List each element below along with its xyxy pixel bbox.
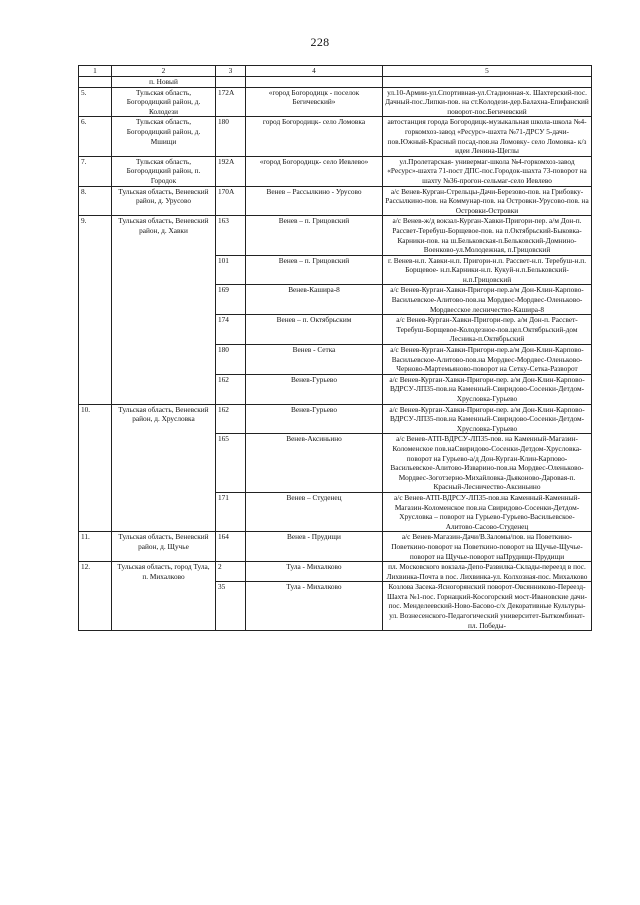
route-name-cell: Венев – Студенец bbox=[246, 492, 383, 531]
route-name-cell: Венев - Прудищи bbox=[246, 532, 383, 562]
route-name-cell: город Богородицк- село Ломовка bbox=[246, 117, 383, 156]
header-cell: 3 bbox=[216, 66, 246, 77]
route-path-cell: а/с Венев-Магазин-Дачи/В.Заломы/пов. на Поветкино-Поветкино-поворот на Поветкино-поворот на Щучье-Щучье-поворот на Щучье-поворот наПрудищи-Прудищи bbox=[383, 532, 592, 562]
route-code-cell: 164 bbox=[216, 532, 246, 562]
group-number-cell: 7. bbox=[79, 156, 112, 186]
table-row bbox=[79, 117, 592, 156]
route-code-cell: 180 bbox=[216, 345, 246, 375]
header-cell: 2 bbox=[112, 66, 216, 77]
page-number: 228 bbox=[310, 35, 330, 49]
route-path-cell: а/с Венев-Курган-Хавки-Пригори-пер. а/м Дон-п. Рассвет-Теребуш-Борщевое-Колодезное-пов.цел.Октябрьский-дом Лесника-п.Октябрьский bbox=[383, 315, 592, 345]
route-path-cell: ул.Пролетарская- универмаг-школа №4-горкомхоз-завод «Ресурс»-шахта 71-пост ДПС-пос.Городок-шахта 73-поворот на шахту №36-прогон-сельмаг-село Иевлево bbox=[383, 156, 592, 186]
group-number-cell: 11. bbox=[79, 532, 112, 562]
route-path-cell: а/с Венев-ж/д вокзал-Курган-Хавки-Пригори-пер. а/м Дон-п. Рассвет-Теребуш-Борщевое-пов. на п.Октябрьский-Быковка-Карники-пов. на ш.Бельковская-п.Бельковский-Домнино-Военково-ул.Молодежная, п.Грицовский bbox=[383, 216, 592, 255]
route-name-cell: Венев-Гурьево bbox=[246, 374, 383, 404]
route-path-cell: автостанция города Богородицк-музыкальная школа-школа №4-горкомхоз-завод «Ресурс»-шахта №71-ДРСУ 5-дачи- пов.Южный-Красный посад-пов.на Ломовку- село Ломовка- к/з идеи Ленина-Щеглы bbox=[383, 117, 592, 156]
route-path-cell: а/с Венев-Курган-Хавки-Пригори-пер.а/м Дон-Клин-Карпово-Васильевское-Алитово-пов.на Мордвес-Мордвес-Оленьково-Мордвесское лесничество-Кашира-8 bbox=[383, 285, 592, 315]
route-name-cell bbox=[246, 77, 383, 88]
route-code-cell: 170А bbox=[216, 186, 246, 216]
route-code-cell: 169 bbox=[216, 285, 246, 315]
route-path-cell: Козлова Засека-Ясногорянский поворот-Овсянниково-Переезд-Шахта №1-пос. Горнацкий-Косогорский мост-Ивановские дачи-пос. Менделеевский-Ново-Басово-с/х Декоративные Культуры-ул. Вознесенского-Педагогический университет-Быткомбинат-пл. Победы- bbox=[383, 582, 592, 631]
route-name-cell: Венев – п. Грицовский bbox=[246, 255, 383, 285]
route-name-cell: Венев-Аксиньино bbox=[246, 434, 383, 493]
table-row bbox=[79, 216, 592, 255]
table-row bbox=[79, 562, 592, 582]
route-name-cell: Венев-Кашира-8 bbox=[246, 285, 383, 315]
group-number-cell: 6. bbox=[79, 117, 112, 156]
route-name-cell: Венев - Сетка bbox=[246, 345, 383, 375]
table-row bbox=[79, 404, 592, 434]
header-row bbox=[79, 66, 592, 77]
route-name-cell: Тула - Михалково bbox=[246, 562, 383, 582]
route-code-cell: 171 bbox=[216, 492, 246, 531]
group-number-cell: 8. bbox=[79, 186, 112, 216]
route-name-cell: Венев – п. Октябрьским bbox=[246, 315, 383, 345]
route-name-cell: Венев – Рассылкино - Урусово bbox=[246, 186, 383, 216]
route-name-cell: Тула - Михалково bbox=[246, 582, 383, 631]
locality-cell: Тульская область, Богородицкий район, д. Мшищи bbox=[112, 117, 216, 156]
group-number-cell bbox=[79, 77, 112, 88]
route-path-cell: а/с Венев-Курган-Хавки-Пригори-пер.а/м Дон-Клин-Карпово-Васильевское-Алитово-пов.на Мордвес-Мордвес-Оленьково-Черново-Мартемьяново-поворот на Сетку-Сетка-Разворот bbox=[383, 345, 592, 375]
route-code-cell: 174 bbox=[216, 315, 246, 345]
group-number-cell: 10. bbox=[79, 404, 112, 532]
group-number-cell: 12. bbox=[79, 562, 112, 631]
route-code-cell: 163 bbox=[216, 216, 246, 255]
locality-cell: Тульская область, Богородицкий район, д. Колодези bbox=[112, 87, 216, 117]
table-row bbox=[79, 87, 592, 117]
group-number-cell: 9. bbox=[79, 216, 112, 404]
locality-cell: Тульская область, Веневский район, д. Хавки bbox=[112, 216, 216, 404]
route-path-cell: а/с Венев-Курган-Хавки-Пригори-пер. а/м Дон-Клин-Карпово-ВДРСУ-ЛП35-пов.на Каменный-Свиридово-Сосенки-Детдом-Хрусловка-Гурьево bbox=[383, 374, 592, 404]
locality-cell: Тульская область, Веневский район, д. Хрусловка bbox=[112, 404, 216, 532]
route-code-cell: 172А bbox=[216, 87, 246, 117]
table-row bbox=[79, 532, 592, 562]
route-code-cell bbox=[216, 77, 246, 88]
route-path-cell bbox=[383, 77, 592, 88]
route-code-cell: 192А bbox=[216, 156, 246, 186]
locality-cell: Тульская область, Богородицкий район, п. Городок bbox=[112, 156, 216, 186]
header-cell: 4 bbox=[246, 66, 383, 77]
header-cell: 1 bbox=[79, 66, 112, 77]
route-name-cell: «город Богородицк - поселок Бегичевский» bbox=[246, 87, 383, 117]
route-path-cell: а/с Венев-Курган-Хавки-Пригори-пер. а/м Дон-Клин-Карпово-ВДРСУ-ЛП35-пов.на Каменный-Свиридово-Сосенки-Детдом-Хрусловка-Гурьево bbox=[383, 404, 592, 434]
route-path-cell: а/с Венев-АТП-ВДРСУ-ЛП35-пов.на Каменный-Каменный-Магазин-Коломенское пов.на Свиридово-Сосенки-Детдом-Хрусловка – поворот на Гурьево-Гурьево-Васильевское-Алитово-Сасово-Студенец bbox=[383, 492, 592, 531]
route-code-cell: 162 bbox=[216, 404, 246, 434]
route-code-cell: 2 bbox=[216, 562, 246, 582]
route-path-cell: а/с Венев-Курган-Стрельцы-Дачи-Березово-пов. на Грибовку-Рассылкино-пов. на Коммунар-пов. на Островки-Урусово-пов. на Островки-Островки bbox=[383, 186, 592, 216]
route-path-cell: г. Венев-н.п. Хавки-н.п. Пригори-н.п. Рассвет-н.п. Теребуш-н.п. Борщевое- н.п.Карники-н.п. Кукуй-н.п.Бельковский-н.п.Грицовский bbox=[383, 255, 592, 285]
route-code-cell: 180 bbox=[216, 117, 246, 156]
table-row bbox=[79, 156, 592, 186]
locality-cell: Тульская область, город Тула, п. Михалково bbox=[112, 562, 216, 631]
continuation-row bbox=[79, 77, 592, 88]
group-number-cell: 5. bbox=[79, 87, 112, 117]
route-code-cell: 162 bbox=[216, 374, 246, 404]
route-name-cell: Венев – п. Грицовский bbox=[246, 216, 383, 255]
locality-cell: Тульская область, Веневский район, д. Щучье bbox=[112, 532, 216, 562]
locality-cell: п. Новый bbox=[112, 77, 216, 88]
route-name-cell: Венев-Гурьево bbox=[246, 404, 383, 434]
route-path-cell: пл. Московского вокзала-Депо-Развилка-Склады-переезд в пос. Лихвинка-Почта в пос. Лихвинка-ул. Колхозная-пос. Михалково bbox=[383, 562, 592, 582]
routes-table bbox=[78, 65, 592, 631]
header-cell: 5 bbox=[383, 66, 592, 77]
route-name-cell: «город Богородицк- село Иевлево» bbox=[246, 156, 383, 186]
route-path-cell: ул.10-Армии-ул.Спортивная-ул.Стадионная-х. Шахтерский-пос. Дачный-пос.Липки-пов. на ст.Колодези-дер.Балахна-Епифанский поворот-пос.Бегичевский bbox=[383, 87, 592, 117]
route-code-cell: 101 bbox=[216, 255, 246, 285]
locality-cell: Тульская область, Веневский район, д. Урусово bbox=[112, 186, 216, 216]
route-path-cell: а/с Венев-АТП-ВДРСУ-ЛП35-пов. на Каменный-Магазин-Коломенское пов.наСвиридово-Сосенки-Детдом-Хрусловка-поворот на Гурьево-а/д Дон-Курган-Клин-Карпово-Васильевское-Алитово-Изварино-пов.на Мордвес-Оленьково-Мордвес-Зоготзерно-Михайловка-Дьяконово-Даровая-п. Красный-Лесничество-Аксиньино bbox=[383, 434, 592, 493]
routes-table-body bbox=[79, 66, 592, 631]
route-code-cell: 165 bbox=[216, 434, 246, 493]
table-row bbox=[79, 186, 592, 216]
route-code-cell: 35 bbox=[216, 582, 246, 631]
